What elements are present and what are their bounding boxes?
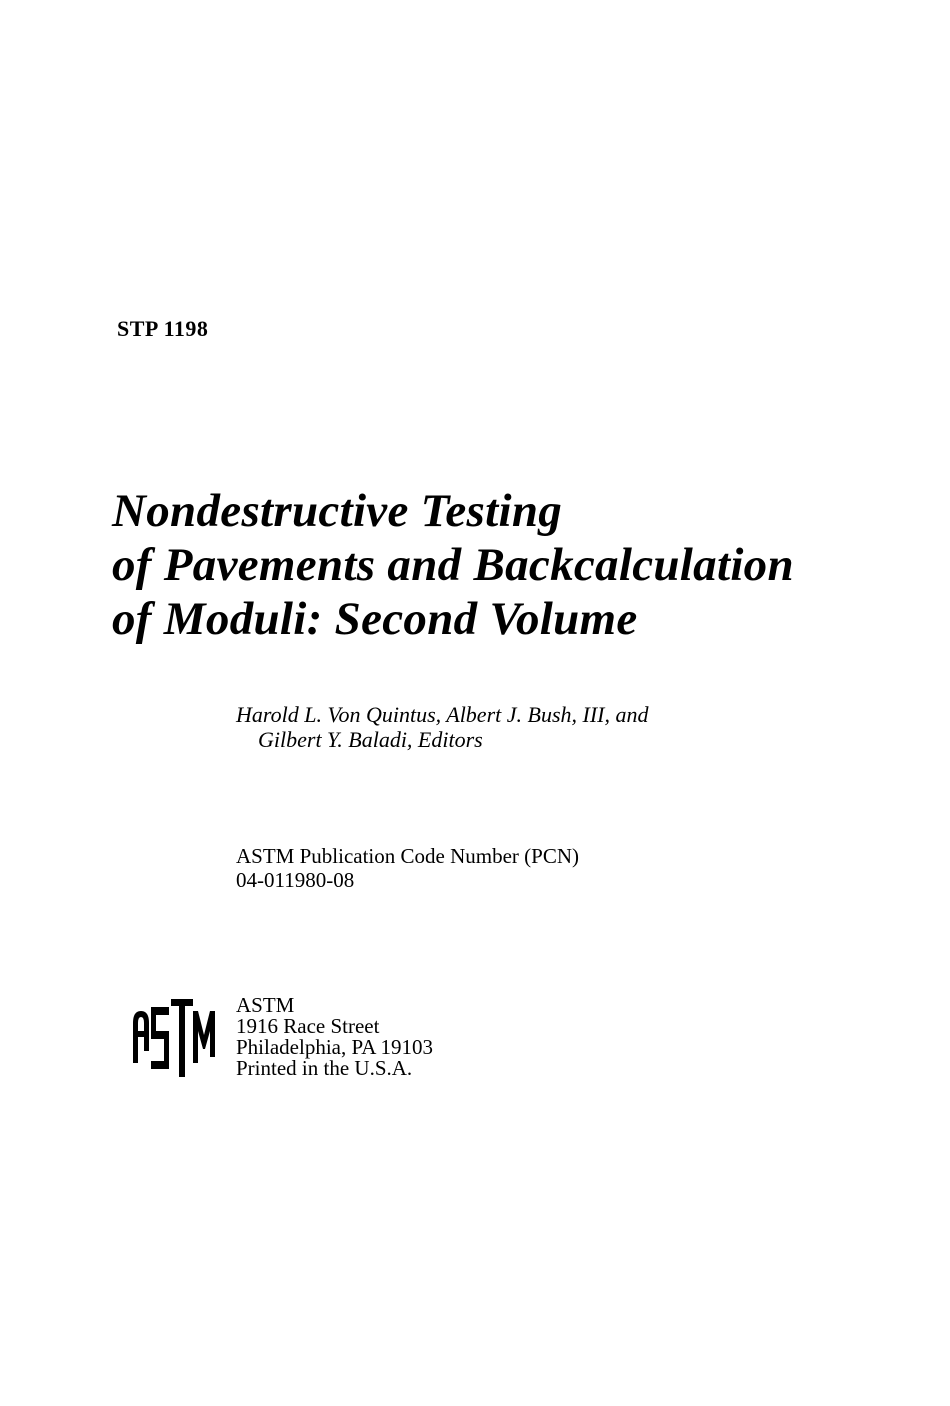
astm-logo-icon (131, 997, 215, 1079)
title-line: of Pavements and Backcalculation (112, 539, 794, 591)
title-line: Nondestructive Testing (112, 485, 563, 537)
editors-line: Gilbert Y. Baladi, Editors (258, 727, 483, 752)
publication-code (236, 844, 579, 892)
publisher-street: 1916 Race Street (236, 1014, 380, 1038)
editors (236, 702, 649, 752)
series-code: STP 1198 (117, 316, 209, 341)
title-line: of Moduli: Second Volume (112, 593, 638, 645)
publisher-city: Philadelphia, PA 19103 (236, 1035, 433, 1059)
pcn-label: ASTM Publication Code Number (PCN) (236, 844, 579, 868)
publisher-address (236, 995, 433, 1079)
printed-note: Printed in the U.S.A. (236, 1056, 413, 1080)
pcn-number: 04-011980-08 (236, 868, 355, 892)
book-title (112, 484, 794, 646)
editors-line: Harold L. Von Quintus, Albert J. Bush, III, and (236, 702, 649, 727)
publisher-name: ASTM (236, 993, 295, 1017)
